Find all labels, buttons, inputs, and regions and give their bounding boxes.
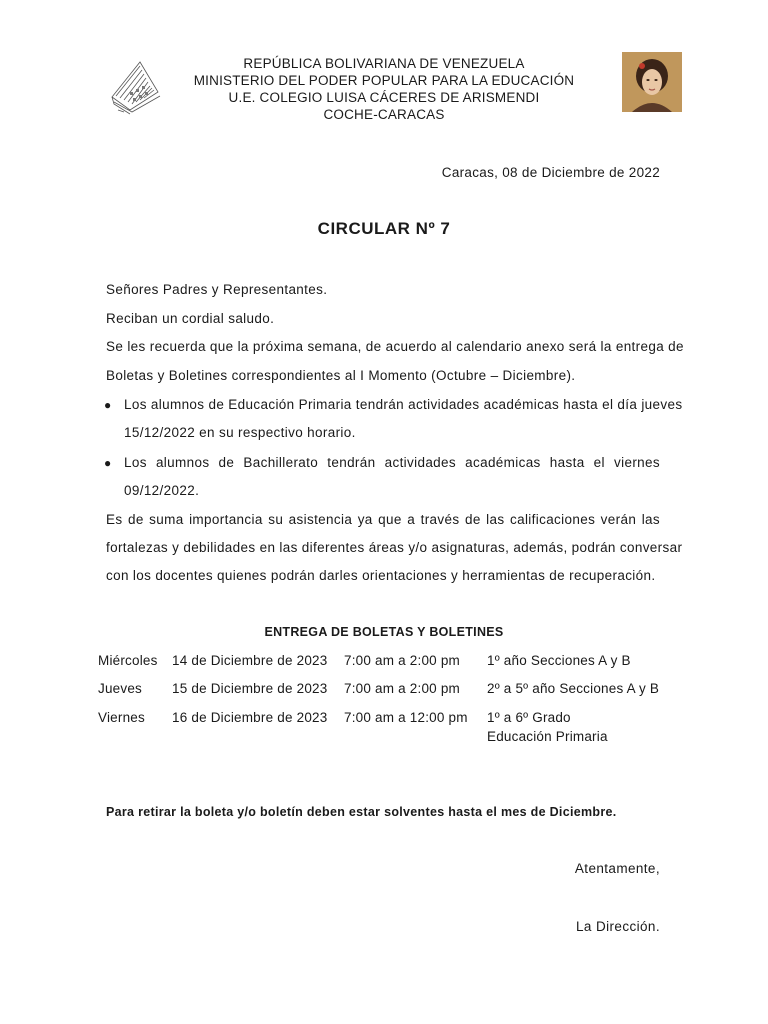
row-time: 7:00 am a 2:00 pm [344, 681, 460, 696]
row-date: 15 de Diciembre de 2023 [172, 681, 328, 696]
document-date: Caracas, 08 de Diciembre de 2022 [441, 165, 660, 180]
document-header [0, 55, 768, 123]
header-line-location: COCHE-CARACAS [323, 107, 445, 122]
row-date: 16 de Diciembre de 2023 [172, 710, 328, 725]
intro-line-2: Boletas y Boletines correspondientes al I Momento (Octubre – Diciembre). [106, 368, 576, 383]
row-group-secondary: Educación Primaria [487, 729, 608, 744]
circular-title: CIRCULAR Nº 7 [317, 219, 451, 238]
bullet-1-line-1: Los alumnos de Educación Primaria tendrán actividades académicas hasta el día jueves [124, 397, 683, 412]
bullet-1-marker: ● [104, 398, 112, 412]
greeting: Señores Padres y Representantes. [106, 282, 328, 297]
row-day: Viernes [98, 710, 145, 725]
closing-signature: La Dirección. [576, 919, 660, 934]
bullet-2-line-2: 09/12/2022. [124, 483, 200, 498]
closing-regards: Atentamente, [574, 861, 660, 876]
paragraph-line-1: Es de suma importancia su asistencia ya que a través de las calificaciones verán las [106, 512, 660, 527]
row-time: 7:00 am a 12:00 pm [344, 710, 468, 725]
row-group: 2º a 5º año Secciones A y B [487, 681, 660, 696]
header-line-ministry: MINISTERIO DEL PODER POPULAR PARA LA EDUCACIÓN [193, 73, 575, 88]
header-line-republic: REPÚBLICA BOLIVARIANA DE VENEZUELA [243, 56, 525, 71]
paragraph-line-3: con los docentes quienes podrán darles orientaciones y herramientas de recuperación. [106, 568, 656, 583]
paragraph-line-2: fortalezas y debilidades en las diferentes áreas y/o asignaturas, además, podrán conversar [106, 540, 683, 555]
bullet-2-marker: ● [104, 456, 112, 470]
row-group: 1º año Secciones A y B [487, 653, 631, 668]
salute: Reciban un cordial saludo. [106, 311, 275, 326]
header-line-school: U.E. COLEGIO LUISA CÁCERES DE ARISMENDI [228, 90, 540, 105]
row-time: 7:00 am a 2:00 pm [344, 653, 460, 668]
bullet-1-line-2: 15/12/2022 en su respectivo horario. [124, 425, 356, 440]
solvency-notice: Para retirar la boleta y/o boletín deben estar solventes hasta el mes de Diciembre. [106, 805, 617, 819]
bullet-2-line-1: Los alumnos de Bachillerato tendrán actividades académicas hasta el viernes [124, 455, 660, 470]
intro-line-1: Se les recuerda que la próxima semana, de acuerdo al calendario anexo será la entrega de [106, 339, 684, 354]
row-day: Miércoles [98, 653, 158, 668]
schedule-title: ENTREGA DE BOLETAS Y BOLETINES [264, 625, 504, 639]
row-date: 14 de Diciembre de 2023 [172, 653, 328, 668]
row-day: Jueves [98, 681, 142, 696]
row-group: 1º a 6º Grado [487, 710, 571, 725]
